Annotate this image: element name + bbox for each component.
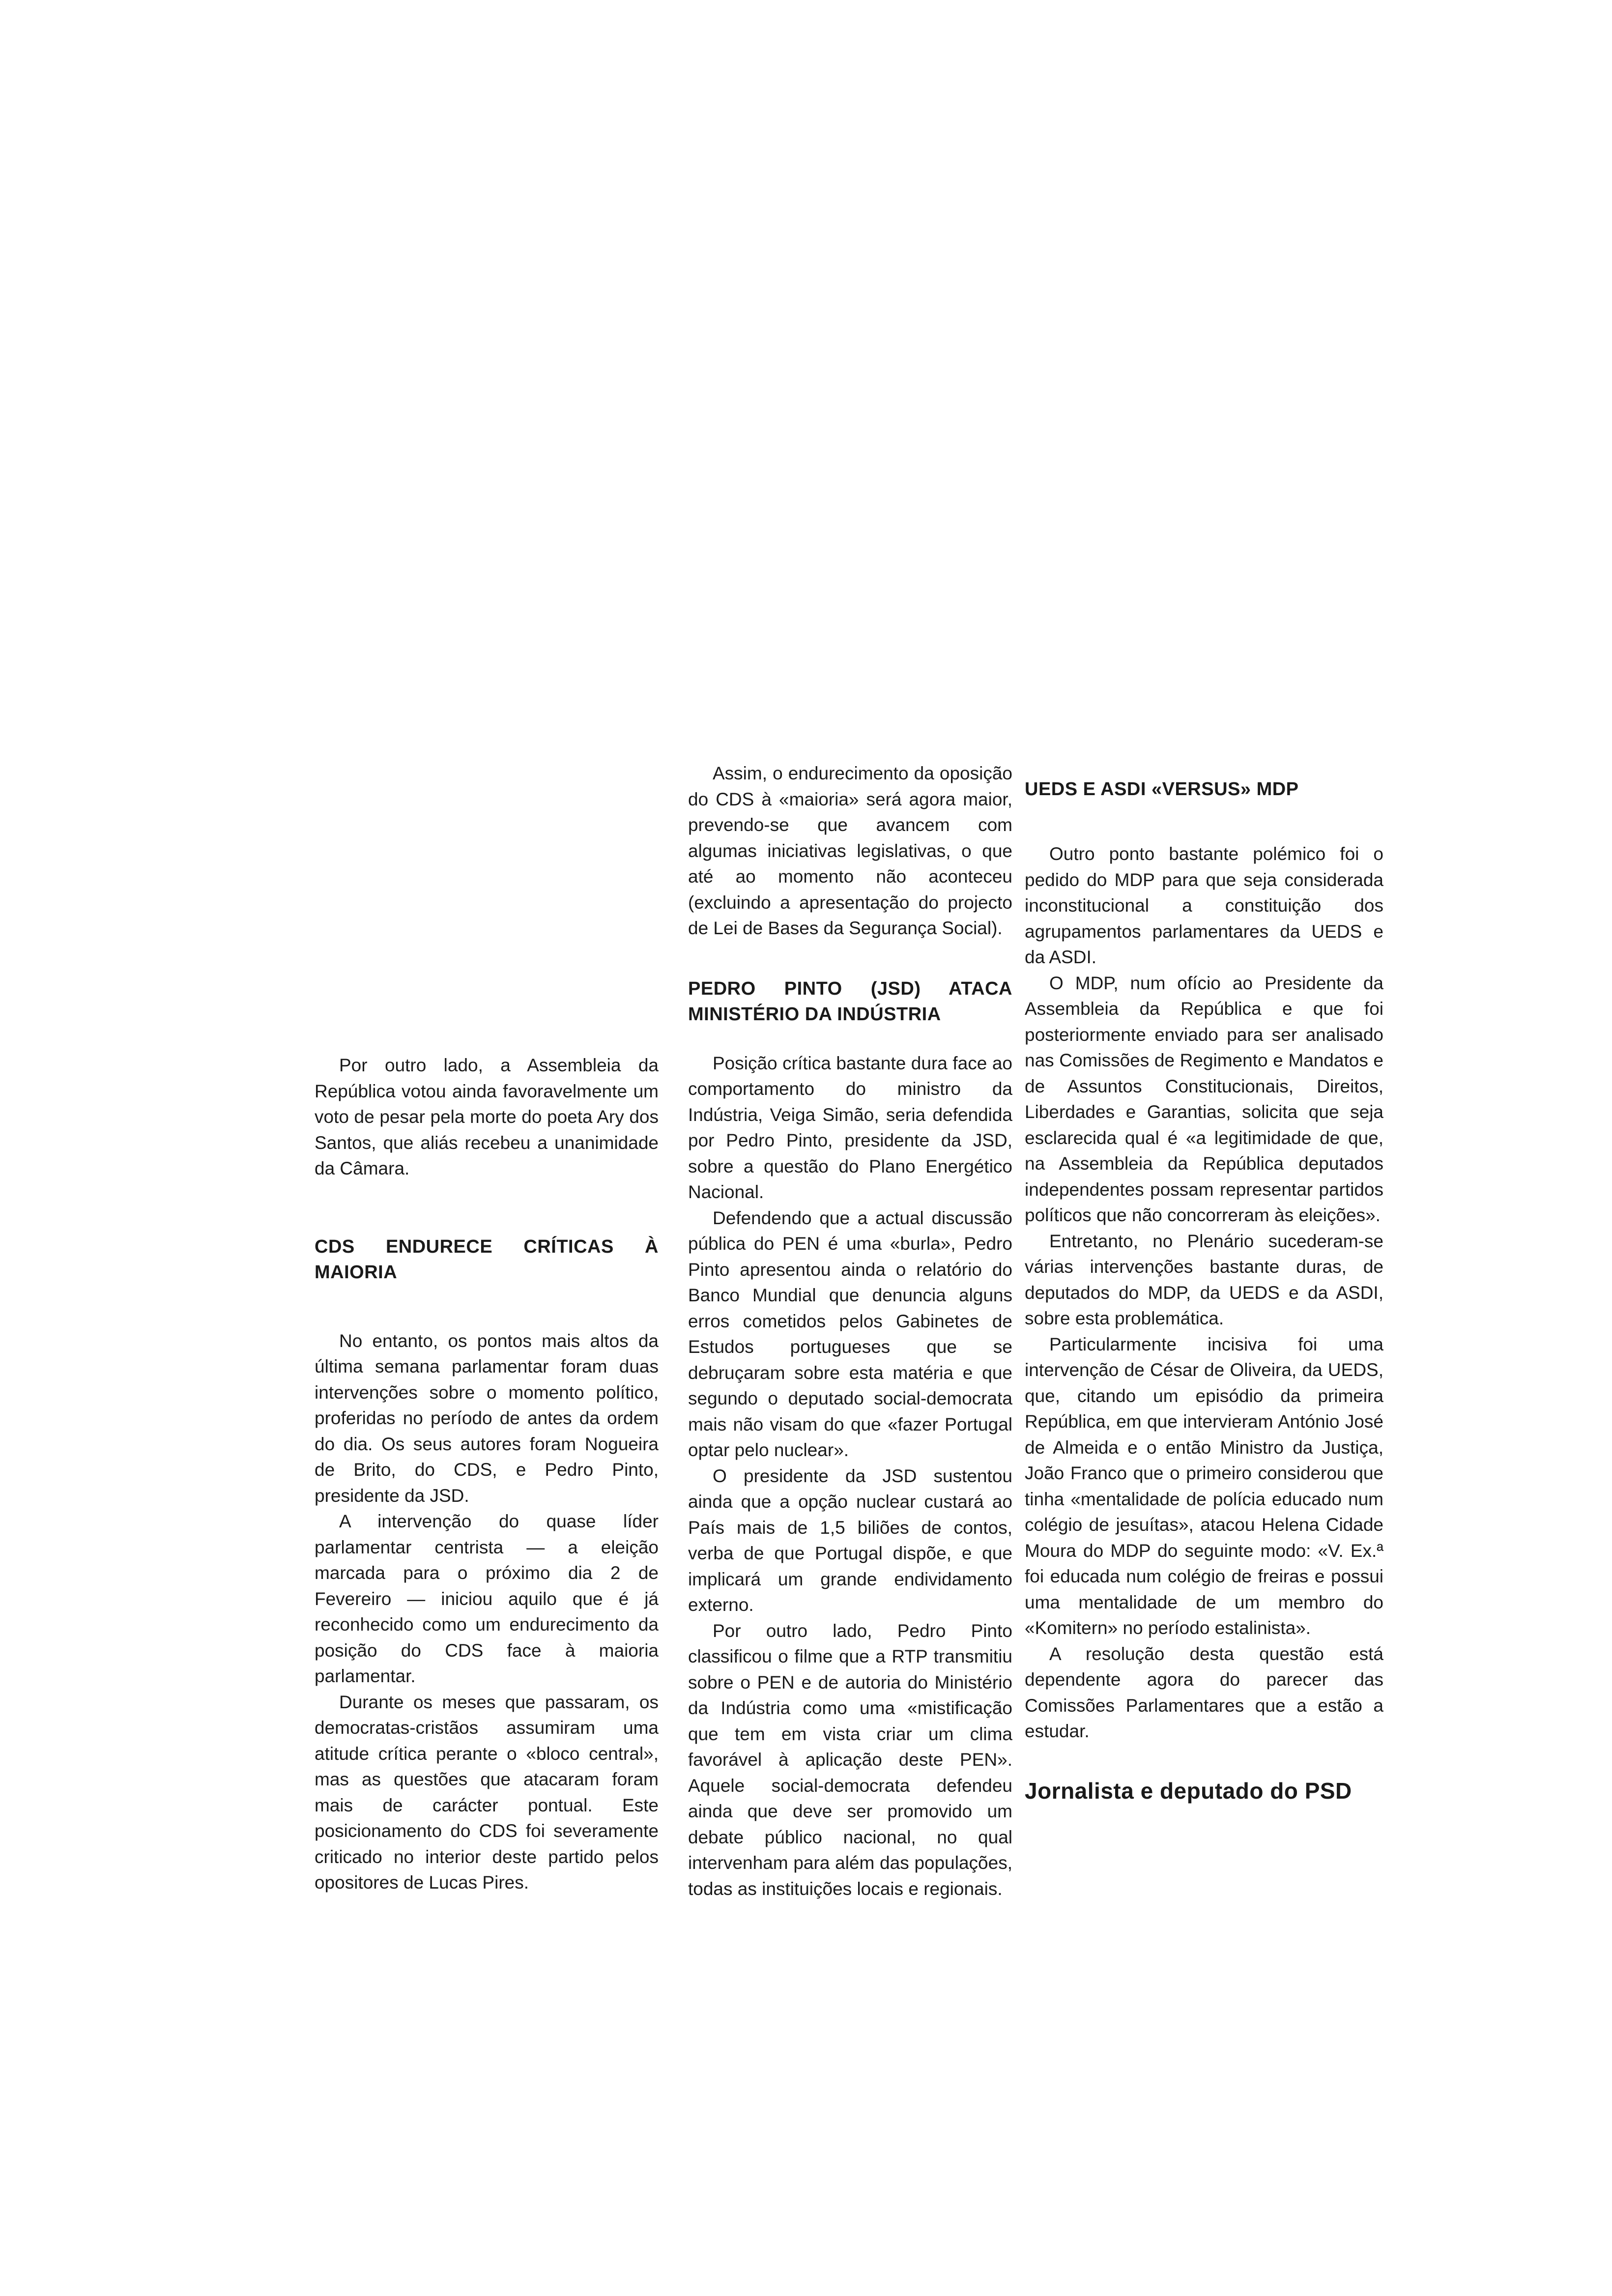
- middle-paragraph-2: Defendendo que a actual discussão pública do PEN é uma «burla», Pedro Pinto apresentou ainda o relatório do Banco Mundial que denuncia alguns erros cometidos pelos Gabinetes de Estudos portugueses que se debruçaram sobre esta matéria e que segundo o deputado social-democrata mais não visam do que «fazer Portugal optar pelo nuclear».: [688, 1207, 1012, 1460]
- middle-column: [688, 761, 1012, 1902]
- left-paragraph-3: Durante os meses que passaram, os democratas-cristãos assumiram uma atitude crítica perante o «bloco central», mas as questões que atacaram foram mais de carácter pontual. Este posicionamento do CDS foi severamente criticado no interior deste partido pelos opositores de Lucas Pires.: [315, 1692, 659, 1893]
- middle-paragraph-4: Por outro lado, Pedro Pinto classificou o filme que a RTP transmitiu sobre o PEN e de autoria do Ministério da Indústria como uma «mistificação que tem em vista criar um clima favorável à aplicação deste PEN». Aquele social-democrata defendeu ainda que deve ser promovido um debate público nacional, no qual intervenham para além das populações, todas as instituições locais e regionais.: [688, 1620, 1012, 1899]
- left-intro-paragraph: Por outro lado, a Assembleia da República votou ainda favoravelmente um voto de pesar pela morte do poeta Ary dos Santos, que aliás recebeu a unanimidade da Câmara.: [315, 1055, 659, 1178]
- left-paragraph-2: A intervenção do quase líder parlamentar centrista — a eleição marcada para o próximo dia 2 de Fevereiro — iniciou aquilo que é já reconhecido como um endurecimento da posição do CDS face à maioria parlamentar.: [315, 1511, 659, 1686]
- middle-intro-paragraph: Assim, o endurecimento da oposição do CDS à «maioria» será agora maior, prevendo-se que avancem com algumas iniciativas legislativas, o que até ao momento não aconteceu (excluindo a apresentação do projecto de Lei de Bases da Segurança Social).: [688, 763, 1012, 938]
- right-paragraph-4: Particularmente incisiva foi uma intervenção de César de Oliveira, da UEDS, que, citando um episódio da primeira República, em que intervieram António José de Almeida e o então Ministro da Justiça, João Franco que o primeiro considerou que tinha «mentalidade de polícia educado num colégio de jesuítas», atacou Helena Cidade Moura do MDP do seguinte modo: «V. Ex.ª foi educada num colégio de freiras e possui uma mentalidade de um membro do «Komitern» no período estalinista».: [1025, 1334, 1383, 1638]
- right-column: [1025, 776, 1383, 1805]
- heading-ueds-asdi: UEDS E ASDI «VERSUS» MDP: [1025, 779, 1299, 800]
- middle-paragraph-1: Posição crítica bastante dura face ao comportamento do ministro da Indústria, Veiga Simão, seria defendida por Pedro Pinto, presidente da JSD, sobre a questão do Plano Energético Nacional.: [688, 1053, 1012, 1202]
- left-column: [315, 1053, 659, 1896]
- right-paragraph-2: O MDP, num ofício ao Presidente da Assembleia da República e que foi posteriormente enviado para ser analisado nas Comissões de Regimento e Mandatos e de Assuntos Constitucionais, Direitos, Liberdades e Garantias, solicita que seja esclarecida qual é «a legitimidade de que, na Assembleia da República deputados independentes possam representar partidos políticos que não concorreram às eleições».: [1025, 973, 1383, 1225]
- author-signature: Jornalista e deputado do PSD: [1025, 1778, 1352, 1804]
- left-paragraph-1: No entanto, os pontos mais altos da última semana parlamentar foram duas intervenções sobre o momento político, proferidas no período de antes da ordem do dia. Os seus autores foram Nogueira de Brito, do CDS, e Pedro Pinto, presidente da JSD.: [315, 1330, 659, 1506]
- heading-cds-endurece: CDS ENDURECE CRÍTICAS À MAIORIA: [315, 1236, 659, 1283]
- middle-paragraph-3: O presidente da JSD sustentou ainda que a opção nuclear custará ao País mais de 1,5 biliões de contos, verba de que Portugal dispõe, e que implicará um grande endividamento externo.: [688, 1465, 1012, 1615]
- right-paragraph-5: A resolução desta questão está dependente agora do parecer das Comissões Parlamentares que a estão a estudar.: [1025, 1643, 1383, 1741]
- heading-pedro-pinto: PEDRO PINTO (JSD) ATACA MINISTÉRIO DA INDÚSTRIA: [688, 978, 1012, 1025]
- right-paragraph-3: Entretanto, no Plenário sucederam-se várias intervenções bastante duras, de deputados do MDP, da UEDS e da ASDI, sobre esta problemática.: [1025, 1231, 1383, 1328]
- right-paragraph-1: Outro ponto bastante polémico foi o pedido do MDP para que seja considerada inconstitucional a constituição dos agrupamentos parlamentares da UEDS e da ASDI.: [1025, 844, 1383, 967]
